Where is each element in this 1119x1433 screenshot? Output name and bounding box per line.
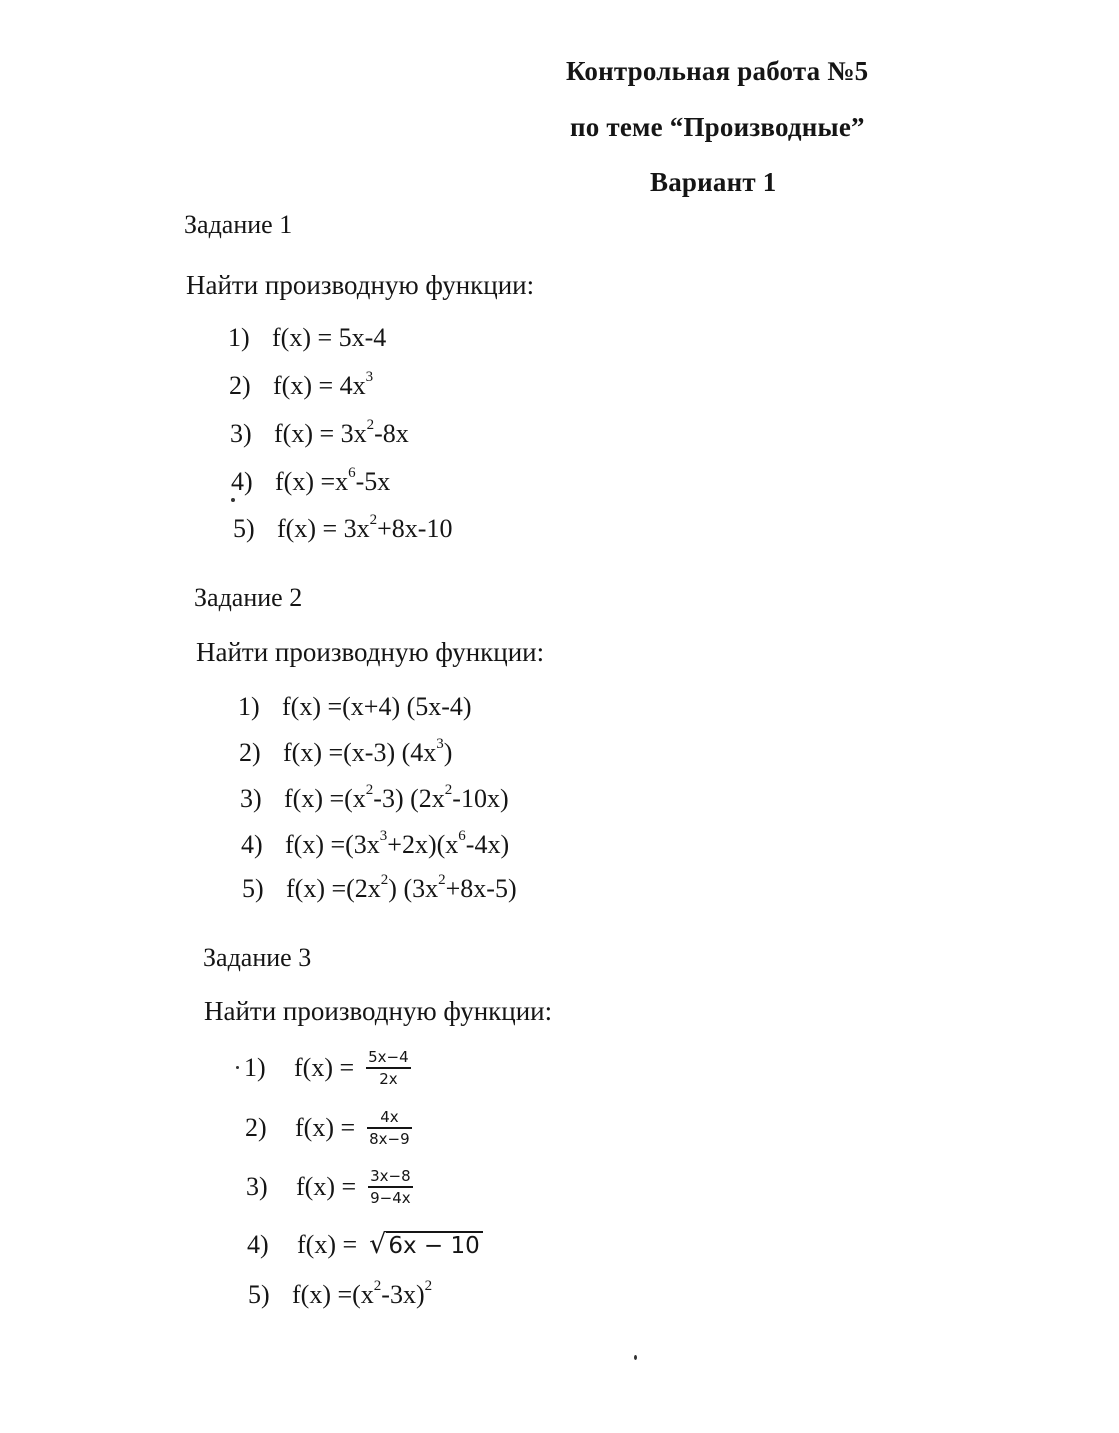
task-1-item-4 (231, 466, 390, 498)
item-formula: f(x) = 3x (274, 419, 367, 448)
item-formula-tail: -4x) (465, 830, 510, 859)
fraction-denominator: 9−4x (370, 1189, 411, 1207)
item-lhs: f(x) = (295, 1113, 356, 1142)
item-number: 5) (233, 514, 255, 543)
item-lhs: f(x) = (297, 1230, 358, 1259)
item-formula-tail: -10x) (452, 784, 509, 813)
fraction-numerator: 4x (380, 1108, 399, 1126)
task-1-instruction: Найти производную функции: (186, 270, 535, 300)
task-3-item-3 (246, 1167, 413, 1207)
exponent: 2 (366, 417, 375, 434)
task-2-item-3 (240, 783, 509, 815)
stray-dot (236, 1066, 239, 1069)
item-formula-mid: -3) (2x (373, 784, 445, 813)
task-3-item-5 (248, 1279, 432, 1311)
exponent: 2 (380, 872, 389, 889)
item-formula-tail: -8x (374, 419, 409, 448)
exponent: 2 (438, 872, 446, 889)
fraction-numerator: 3x−8 (370, 1167, 411, 1185)
item-number: 4) (241, 830, 263, 859)
stray-dot (231, 498, 235, 502)
task-3-item-4 (247, 1229, 483, 1261)
task-2-title: Задание 2 (194, 583, 303, 612)
square-root (369, 1231, 483, 1259)
fraction-bar (368, 1186, 413, 1188)
task-2-item-1 (238, 691, 472, 723)
task-2-item-5 (242, 873, 517, 905)
exponent: 2 (444, 782, 453, 799)
item-number: 3) (246, 1172, 268, 1201)
stray-mark (634, 1355, 637, 1360)
item-number: 5) (242, 874, 264, 903)
exponent: 2 (369, 512, 378, 529)
test-variant: Вариант 1 (650, 167, 777, 197)
radical-sign-icon: √ (369, 1229, 387, 1260)
item-formula-tail: +8x-5) (445, 874, 517, 903)
task-2-instruction: Найти производную функции: (196, 637, 545, 667)
item-number: 1) (244, 1053, 266, 1082)
fraction (367, 1108, 412, 1148)
item-formula-mid: +2x)(x (387, 830, 459, 859)
item-number: 2) (245, 1113, 267, 1142)
task-3-item-2 (245, 1108, 412, 1148)
item-number: 3) (230, 419, 252, 448)
task-3-title: Задание 3 (203, 943, 312, 972)
task-1-title: Задание 1 (184, 210, 293, 239)
fraction-denominator: 8x−9 (369, 1130, 410, 1148)
item-number: 1) (238, 692, 260, 721)
item-formula: f(x) = 3x (277, 514, 370, 543)
exponent: 2 (365, 782, 374, 799)
task-3-item-1 (244, 1048, 411, 1088)
item-formula: f(x) =(x-3) (4x (283, 738, 437, 767)
item-formula-tail: ) (443, 738, 453, 767)
fraction-bar (366, 1067, 411, 1069)
exponent: 2 (373, 1278, 382, 1295)
item-formula-mid: -3x) (381, 1280, 425, 1309)
item-formula: f(x) =x (275, 467, 349, 496)
item-lhs: f(x) = (294, 1053, 355, 1082)
item-number: 4) (231, 467, 253, 496)
exponent: 2 (424, 1278, 433, 1295)
item-formula: f(x) =(x+4) (5x-4) (282, 692, 472, 721)
radicand: 6x − 10 (386, 1231, 482, 1259)
task-2-item-4 (241, 829, 509, 861)
item-formula-tail: +8x-10 (377, 514, 453, 543)
item-formula-mid: ) (3x (388, 874, 439, 903)
task-3-instruction: Найти производную функции: (204, 996, 553, 1026)
task-1-item-5 (233, 513, 452, 545)
item-number: 2) (229, 371, 251, 400)
fraction-denominator: 2x (379, 1070, 398, 1088)
item-formula: f(x) = 4x (273, 371, 366, 400)
exponent: 6 (348, 465, 356, 482)
task-1-item-3 (230, 418, 409, 450)
fraction (366, 1048, 411, 1088)
exponent: 3 (365, 369, 374, 386)
item-formula: f(x) =(x (284, 784, 366, 813)
item-number: 3) (240, 784, 262, 813)
item-formula: f(x) =(2x (286, 874, 381, 903)
fraction (368, 1167, 413, 1207)
task-1-item-2 (229, 370, 373, 402)
task-1-item-1 (228, 322, 386, 354)
test-title: Контрольная работа №5 (566, 56, 869, 86)
item-number: 1) (228, 323, 250, 352)
item-number: 4) (247, 1230, 269, 1259)
exponent: 3 (436, 736, 444, 753)
exponent: 6 (458, 828, 466, 845)
item-formula: f(x) =(3x (285, 830, 380, 859)
item-lhs: f(x) = (296, 1172, 357, 1201)
task-2-item-2 (239, 737, 452, 769)
fraction-numerator: 5x−4 (368, 1048, 409, 1066)
fraction-bar (367, 1127, 412, 1129)
item-formula-tail: -5x (355, 467, 391, 496)
item-formula: f(x) =(x (292, 1280, 374, 1309)
item-number: 2) (239, 738, 261, 767)
test-topic: по теме “Производные” (570, 112, 865, 142)
exponent: 3 (379, 828, 388, 845)
item-formula: f(x) = 5x-4 (272, 323, 387, 352)
item-number: 5) (248, 1280, 270, 1309)
